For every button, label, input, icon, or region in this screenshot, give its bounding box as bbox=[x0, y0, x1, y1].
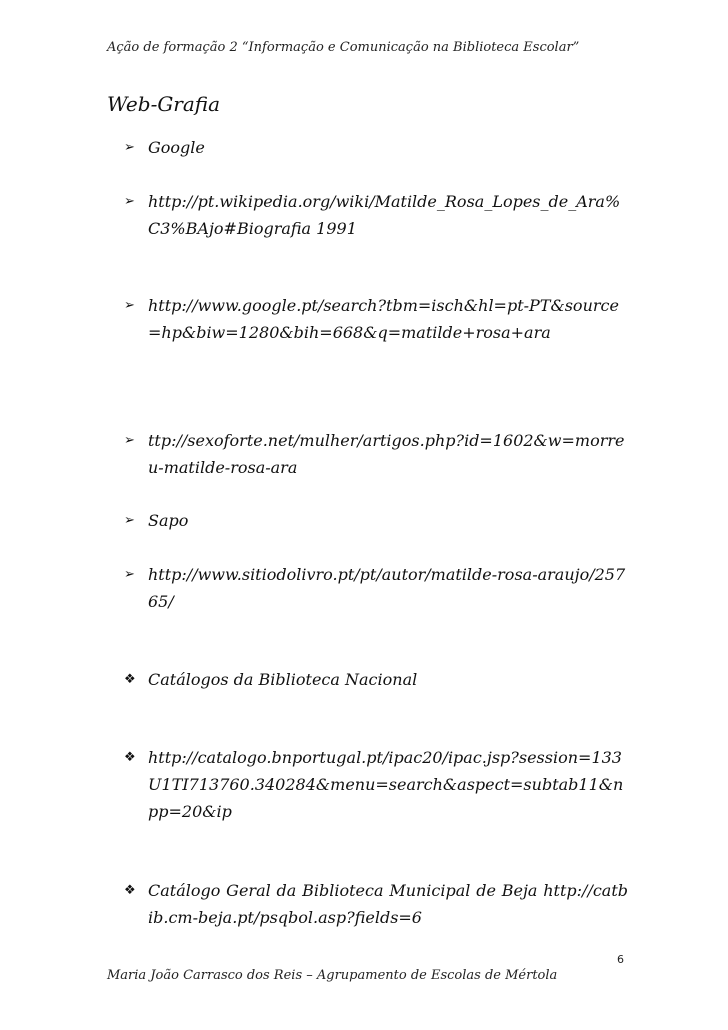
arrow-bullet-icon: ➢ bbox=[124, 433, 135, 448]
list-item-text: Google bbox=[148, 138, 205, 157]
page-title: Web-Grafia bbox=[107, 92, 221, 116]
list-item-link[interactable]: http://www.google.pt/search?tbm=isch&hl=pt-PT&source=hp&biw=1280&bih=668&q=matilde+rosa+ara bbox=[148, 296, 619, 342]
diamond-bullet-icon: ❖ bbox=[124, 750, 136, 765]
arrow-bullet-icon: ➢ bbox=[124, 140, 135, 155]
page-number: 6 bbox=[617, 953, 624, 966]
arrow-bullet-icon: ➢ bbox=[124, 194, 135, 209]
running-header: Ação de formação 2 “Informação e Comunicação na Biblioteca Escolar” bbox=[107, 40, 580, 55]
list-item-link[interactable]: http://pt.wikipedia.org/wiki/Matilde_Rosa_Lopes_de_Ara%C3%BAjo#Biografia 1991 bbox=[148, 192, 621, 238]
list-item-text: Sapo bbox=[148, 511, 189, 530]
list-item bbox=[124, 666, 628, 693]
diamond-bullet-icon: ❖ bbox=[124, 672, 136, 687]
running-footer: Maria João Carrasco dos Reis – Agrupamento de Escolas de Mértola bbox=[107, 968, 558, 983]
arrow-bullet-icon: ➢ bbox=[124, 298, 135, 313]
list-item-link[interactable]: ttp://sexoforte.net/mulher/artigos.php?id=1602&w=morreu-matilde-rosa-ara bbox=[148, 431, 625, 477]
arrow-bullet-icon: ➢ bbox=[124, 513, 135, 528]
list-item-link[interactable]: http://www.sitiodolivro.pt/pt/autor/matilde-rosa-araujo/25765/ bbox=[148, 565, 626, 611]
list-item-text: Catálogos da Biblioteca Nacional bbox=[148, 670, 418, 689]
list-item-link[interactable]: http://catalogo.bnportugal.pt/ipac20/ipac.jsp?session=133U1TI713760.340284&menu=search&aspect=subtab11&npp=20&ip bbox=[148, 748, 624, 821]
list-item bbox=[124, 292, 628, 346]
arrow-bullet-icon: ➢ bbox=[124, 567, 135, 582]
list-item bbox=[124, 427, 628, 481]
list-item-text: Catálogo Geral da Biblioteca Municipal de Beja http://catbib.cm-beja.pt/psqbol.asp?fields=6 bbox=[148, 881, 628, 927]
list-item bbox=[124, 561, 628, 615]
list-item bbox=[124, 877, 628, 931]
list-item bbox=[124, 507, 628, 534]
list-item bbox=[124, 744, 628, 825]
list-item bbox=[124, 134, 628, 161]
diamond-bullet-icon: ❖ bbox=[124, 883, 136, 898]
list-item bbox=[124, 188, 628, 242]
